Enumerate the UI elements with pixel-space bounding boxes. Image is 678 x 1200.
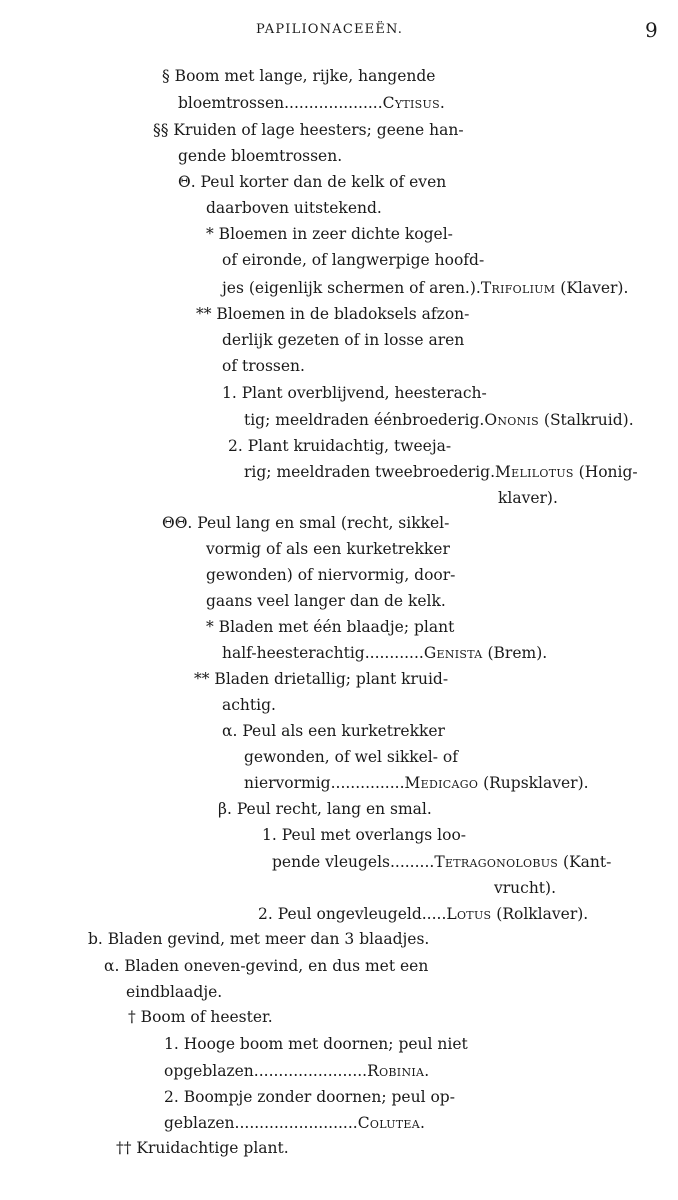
genus-name: Medicago xyxy=(404,774,479,792)
line-text: achtig. xyxy=(222,696,276,714)
line-text: gewonden, of wel sikkel- of xyxy=(244,748,458,766)
text-line xyxy=(178,146,342,166)
text-line xyxy=(494,878,556,898)
line-text: 1. Plant overblijvend, heesterach- xyxy=(222,384,487,402)
text-line xyxy=(222,695,276,715)
line-text: half-heesterachtig............ xyxy=(222,644,424,662)
genus-name: Robinia. xyxy=(367,1062,430,1080)
line-text: ** Bladen drietallig; plant kruid- xyxy=(194,670,449,688)
line-text: ** Bloemen in de bladoksels afzon- xyxy=(196,305,470,323)
line-text: derlijk gezeten of in losse aren xyxy=(222,331,465,349)
line-text: vrucht). xyxy=(494,879,557,897)
text-line xyxy=(206,617,454,637)
genus-name: Genista xyxy=(423,644,483,662)
line-text: §§ Kruiden of lage heesters; geene han- xyxy=(153,121,464,139)
line-text: 1. Hooge boom met doornen; peul niet xyxy=(164,1035,468,1053)
line-text: †† Kruidachtige plant. xyxy=(116,1139,289,1157)
line-text: of trossen. xyxy=(222,357,305,375)
text-line xyxy=(244,773,589,793)
running-title: PAPILIONACEEËN. xyxy=(256,22,404,37)
text-line xyxy=(206,224,453,244)
genus-name: Trifolium xyxy=(480,279,556,297)
line-text: (Rolklaver). xyxy=(491,905,589,923)
line-text: β. Peul recht, lang en smal. xyxy=(218,800,432,818)
genus-name: Colutea. xyxy=(357,1114,426,1132)
text-line xyxy=(178,172,446,192)
text-line xyxy=(222,250,484,270)
text-line xyxy=(222,356,305,376)
text-line xyxy=(206,591,446,611)
line-text: (Rupsklaver). xyxy=(478,774,589,792)
text-line xyxy=(206,539,450,559)
line-text: vormig of als een kurketrekker xyxy=(206,540,450,558)
text-line xyxy=(222,643,547,663)
text-line xyxy=(218,799,432,819)
text-line xyxy=(162,66,435,86)
line-text: (Brem). xyxy=(482,644,548,662)
text-line xyxy=(244,462,638,482)
line-text: eindblaadje. xyxy=(126,983,223,1001)
line-text: gaans veel langer dan de kelk. xyxy=(206,592,446,610)
line-text: * Bloemen in zeer dichte kogel- xyxy=(206,225,453,243)
text-line xyxy=(164,1113,425,1133)
line-text: opgeblazen....................... xyxy=(164,1062,368,1080)
text-line xyxy=(222,330,464,350)
line-text: b. Bladen gevind, met meer dan 3 blaadjes. xyxy=(88,930,430,948)
line-text: α. Peul als een kurketrekker xyxy=(222,722,445,740)
text-line xyxy=(126,982,222,1002)
text-line xyxy=(164,1087,455,1107)
text-line xyxy=(262,825,466,845)
line-text: niervormig............... xyxy=(244,774,405,792)
text-line xyxy=(164,1061,429,1081)
text-line xyxy=(272,852,611,872)
line-text: of eironde, of langwerpige hoofd- xyxy=(222,251,485,269)
line-text: tig; meeldraden éénbroederig. xyxy=(244,411,485,429)
line-text: (Stalkruid). xyxy=(538,411,634,429)
line-text: 2. Boompje zonder doornen; peul op- xyxy=(164,1088,455,1106)
text-line xyxy=(178,93,445,113)
line-text: gende bloemtrossen. xyxy=(178,147,343,165)
text-line xyxy=(498,488,558,508)
page-number: 9 xyxy=(645,18,658,42)
text-line xyxy=(162,513,449,533)
line-text: 2. Plant kruidachtig, tweeja- xyxy=(228,437,452,455)
text-line xyxy=(228,436,451,456)
genus-name: Ononis xyxy=(484,411,539,429)
text-line xyxy=(164,1034,468,1054)
line-text: ΘΘ. Peul lang en smal (recht, sikkel- xyxy=(162,514,450,532)
line-text: (Kant- xyxy=(558,853,612,871)
line-text: (Klaver). xyxy=(555,279,629,297)
line-text: klaver). xyxy=(498,489,558,507)
text-line xyxy=(244,747,458,767)
text-line xyxy=(196,304,469,324)
genus-name: Melilotus xyxy=(495,463,574,481)
line-text: geblazen......................... xyxy=(164,1114,358,1132)
line-text: α. Bladen oneven-gevind, en dus met een xyxy=(104,957,429,975)
page-header xyxy=(0,18,678,42)
line-text: (Honig- xyxy=(573,463,638,481)
genus-name: Lotus xyxy=(446,905,492,923)
text-line xyxy=(116,1138,289,1158)
text-line xyxy=(244,410,634,430)
text-line xyxy=(206,565,455,585)
line-text: § Boom met lange, rijke, hangende xyxy=(162,67,436,85)
text-line xyxy=(128,1007,273,1027)
text-line xyxy=(258,904,588,924)
text-line xyxy=(194,669,448,689)
text-line xyxy=(104,956,428,976)
line-text: rig; meeldraden tweebroederig. xyxy=(244,463,496,481)
line-text: pende vleugels......... xyxy=(272,853,435,871)
line-text: † Boom of heester. xyxy=(128,1008,273,1026)
text-line xyxy=(153,120,464,140)
line-text: daarboven uitstekend. xyxy=(206,199,382,217)
line-text: Θ. Peul korter dan de kelk of even xyxy=(178,173,447,191)
text-line xyxy=(222,721,445,741)
line-text: 1. Peul met overlangs loo- xyxy=(262,826,467,844)
text-line xyxy=(206,198,382,218)
line-text: gewonden) of niervormig, door- xyxy=(206,566,456,584)
line-text: bloemtrossen.................... xyxy=(178,94,383,112)
genus-name: Tetragonolobus xyxy=(434,853,559,871)
line-text: * Bladen met één blaadje; plant xyxy=(206,618,455,636)
text-line xyxy=(222,383,487,403)
genus-name: Cytisus. xyxy=(382,94,446,112)
text-line xyxy=(222,278,628,298)
text-line xyxy=(88,929,429,949)
line-text: jes (eigenlijk schermen of aren.). xyxy=(222,279,481,297)
line-text: 2. Peul ongevleugeld..... xyxy=(258,905,447,923)
